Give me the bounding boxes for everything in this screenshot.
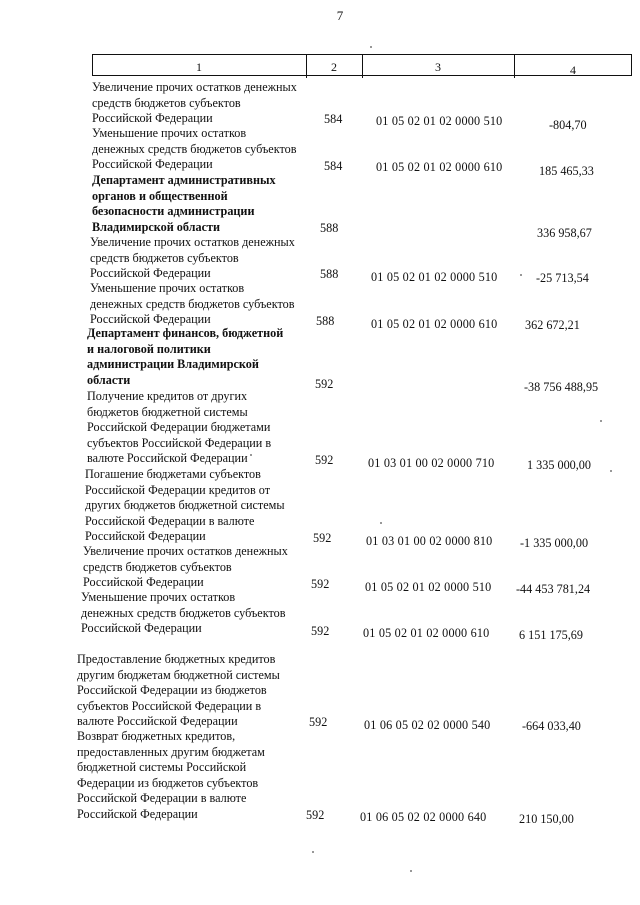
scan-speck — [370, 46, 372, 48]
row-name: Уменьшение прочих остатков денежных средств бюджетов субъектов Российской Федерации — [81, 590, 286, 635]
row-kbk: 01 05 02 01 02 0000 610 — [376, 160, 503, 174]
scan-speck — [600, 420, 602, 422]
row-kbk: 01 03 01 00 02 0000 710 — [368, 456, 495, 470]
row-code: 592 — [309, 715, 328, 729]
row-code: 592 — [311, 624, 330, 638]
row-amount: -804,70 — [549, 118, 587, 132]
row-name: Уменьшение прочих остатков денежных средств бюджетов субъектов Российской Федерации — [90, 281, 295, 326]
row-amount: 210 150,00 — [519, 812, 574, 826]
row-kbk: 01 05 02 01 02 0000 510 — [376, 114, 503, 128]
scan-speck — [520, 274, 522, 276]
row-amount: -1 335 000,00 — [520, 536, 589, 550]
row-code: 584 — [324, 159, 343, 173]
row-code: 588 — [316, 314, 335, 328]
row-name: Департамент административных органов и общественной безопасности администрации Владимирской области — [92, 173, 276, 234]
row-name: Получение кредитов от других бюджетов бюджетной системы Российской Федерации бюджетами субъектов Российской Федерации в валюте Российской Федерации — [87, 389, 272, 465]
row-amount: -44 453 781,24 — [516, 582, 591, 596]
scan-speck — [380, 522, 382, 524]
row-code: 592 — [306, 808, 325, 822]
row-amount: 1 335 000,00 — [527, 458, 591, 472]
table-header — [92, 54, 632, 82]
row-kbk: 01 06 05 02 02 0000 640 — [360, 810, 487, 824]
row-kbk: 01 05 02 01 02 0000 610 — [363, 626, 490, 640]
row-name: Погашение бюджетами субъектов Российской Федерации кредитов от других бюджетов бюджетной системы Российской Федерации в валюте Российской Федерации — [85, 467, 285, 543]
row-kbk: 01 05 02 01 02 0000 510 — [371, 270, 498, 284]
row-code: 592 — [311, 577, 330, 591]
row-name: Увеличение прочих остатков денежных средств бюджетов субъектов Российской Федерации — [92, 80, 297, 125]
scan-speck — [610, 470, 612, 472]
row-name: Предоставление бюджетных кредитов другим бюджетам бюджетной системы Российской Федерации из бюджетов субъектов Российской Федерации в валюте Российской Федерации — [77, 652, 280, 728]
row-name: Уменьшение прочих остатков денежных средств бюджетов субъектов Российской Федерации — [92, 126, 297, 171]
row-amount: 362 672,21 — [525, 318, 580, 332]
row-code: 584 — [324, 112, 343, 126]
header-col-1: 1 — [196, 60, 202, 74]
row-name: Увеличение прочих остатков денежных средств бюджетов субъектов Российской Федерации — [83, 544, 288, 589]
page-number: 7 — [336, 8, 344, 23]
scan-speck — [312, 851, 314, 853]
row-kbk: 01 05 02 01 02 0000 510 — [365, 580, 492, 594]
row-kbk: 01 06 05 02 02 0000 540 — [364, 718, 491, 732]
row-amount: -664 033,40 — [522, 719, 581, 733]
header-col-2: 2 — [331, 60, 337, 74]
row-code: 592 — [315, 453, 334, 467]
row-amount: 185 465,33 — [539, 164, 594, 178]
row-name: Возврат бюджетных кредитов, предоставленных другим бюджетам бюджетной системы Российской Федерации из бюджетов субъектов Российской Федерации в валюте Российской Федерации — [77, 729, 265, 821]
row-code: 592 — [313, 531, 332, 545]
scan-speck — [410, 870, 412, 872]
scan-speck — [250, 454, 252, 456]
row-amount: -25 713,54 — [536, 271, 589, 285]
row-kbk: 01 03 01 00 02 0000 810 — [366, 534, 493, 548]
row-code: 588 — [320, 221, 339, 235]
row-name: Увеличение прочих остатков денежных средств бюджетов субъектов Российской Федерации — [90, 235, 295, 280]
row-kbk: 01 05 02 01 02 0000 610 — [371, 317, 498, 331]
header-col-3: 3 — [435, 60, 441, 74]
row-amount: 336 958,67 — [537, 226, 592, 240]
row-amount: 6 151 175,69 — [519, 628, 583, 642]
header-col-4: 4 — [570, 63, 576, 77]
row-code: 588 — [320, 267, 339, 281]
row-amount: -38 756 488,95 — [524, 380, 599, 394]
row-name: Департамент финансов, бюджетной и налоговой политики администрации Владимирской области — [87, 326, 284, 387]
row-code: 592 — [315, 377, 334, 391]
